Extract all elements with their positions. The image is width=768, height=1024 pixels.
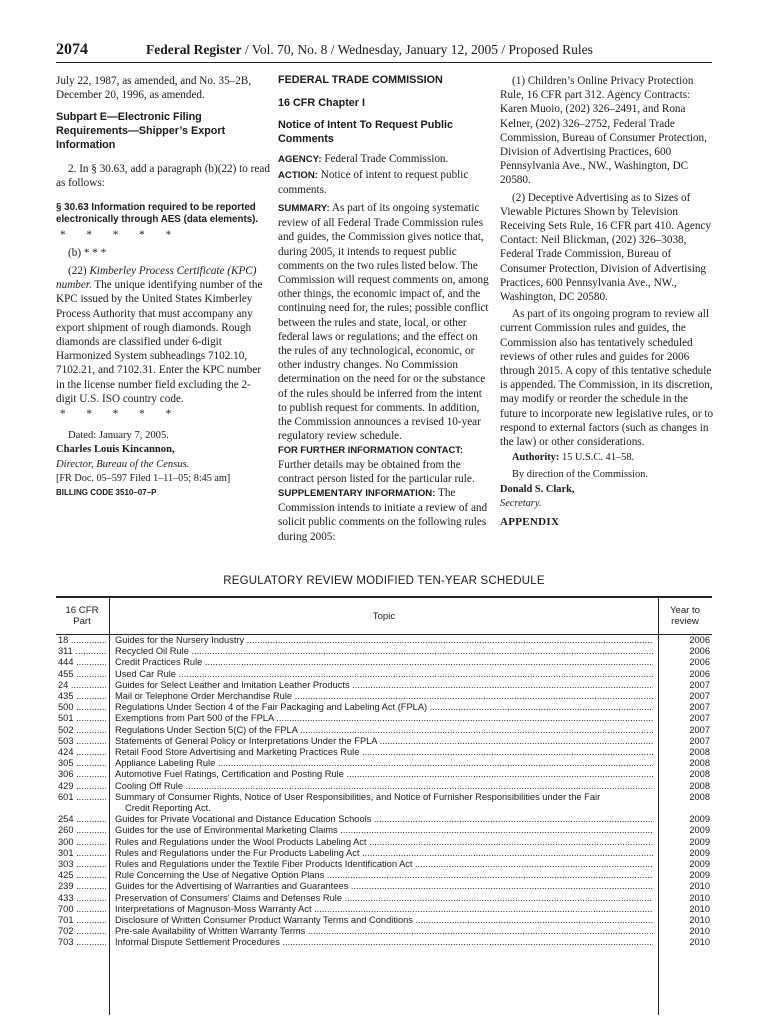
cell-year: 2009 [689,825,710,836]
cell-year: 2009 [689,836,710,847]
cell-part [58,848,106,859]
column-1 [56,74,270,500]
program-paragraph: As part of its ongoing program to review all current Commission rules and guides, the Commission also has tentatively scheduled reviews of other rules and guides for 2006 through 2015. A copy of this tentative schedule is appended. The Commission, in its discretion, may modify or reorder the schedule in the future to incorporate new legislative rules, or to respond to external factors (such as changes in the law) or other considerations. [500,308,714,449]
cell-topic [115,758,653,769]
cell-year: 2007 [689,679,710,690]
table-row [56,825,712,836]
paragraph-22-number: (22) [68,265,90,277]
cell-year: 2010 [689,926,710,937]
publication-line [146,42,593,58]
table-row [56,769,712,780]
cell-topic [115,680,653,691]
table-row [56,736,712,747]
paragraph-22 [56,264,270,406]
table-row [56,657,712,668]
table-row [56,758,712,769]
cell-year: 2007 [689,724,710,735]
table-row [56,702,712,713]
cell-topic [115,646,653,657]
direction-line: By direction of the Commission. [512,469,648,481]
cell-topic [115,691,653,702]
ellipsis-stars: * * * * * [60,228,172,241]
paragraph-b: (b) * * * [68,246,107,259]
cell-part [58,937,106,948]
table-row [56,781,712,792]
cell-part [58,669,106,680]
cell-topic-text: Summary of Consumer Rights, Notice of User Responsibilities, and Notice of Furnisher Responsibilities under the Fair [115,791,601,802]
cell-part-number: 311 ..... [58,646,106,656]
cell-year: 2008 [689,758,710,769]
supplementary-paragraph [278,486,492,544]
table-row [56,691,712,702]
paragraph-22-title: Kimberley Process Certificate (KPC) number. [56,265,257,292]
cell-year: 2007 [689,691,710,702]
cell-part-number: 24 ..... [58,680,106,690]
cell-part [58,781,106,792]
cell-year: 2010 [689,881,710,892]
paragraph-22-text: The unique identifying number of the KPC issued by the United States Kimberley Process Authority that must accompany any export shipment of rough diamonds. Rough diamonds are classified under 6-digit Harmonized System subheadings 7102.10, 7102.21, and 7102.31. Enter the KPC number in the license number field excluding the 2-digit U.S. ISO country code. [56,279,263,405]
cell-topic [115,937,653,948]
signer-name: Charles Louis Kincannon, [56,444,175,456]
cell-year: 2010 [689,892,710,903]
cell-topic [115,848,653,859]
table-row [56,669,712,680]
cell-topic-text: Informal Dispute Settlement Procedures ..... [115,937,653,947]
cell-part [58,713,106,724]
page-header [56,41,716,61]
cell-topic-text: Cooling Off Rule ..... [115,781,653,791]
cell-year: 2006 [689,668,710,679]
cell-topic-text: Recycled Oil Rule ..... [115,646,653,656]
cell-topic-text: Guides for the Advertising of Warranties and Guarantees ..... [115,881,653,891]
cell-topic-continued: Credit Reporting Act. [125,803,211,814]
cell-part [58,893,106,904]
cell-part-number: 503 ..... [58,736,106,746]
authority-line [500,451,714,465]
cell-part [58,736,106,747]
table-row [56,837,712,848]
cell-year: 2010 [689,937,710,948]
appendix-heading: APPENDIX [500,516,560,529]
cell-topic [115,769,653,780]
cell-topic-text: Guides for the use of Environmental Marketing Claims ..... [115,825,653,835]
cell-topic-text: Rules and Regulations under the Textile Fiber Products Identification Act ..... [115,859,653,869]
cell-part [58,758,106,769]
secretary-title: Secretary. [500,497,542,509]
cell-part [58,881,106,892]
cell-part [58,635,106,646]
cell-part-number: 300 ..... [58,837,106,847]
cell-year: 2008 [689,780,710,791]
cell-part-number: 254 ..... [58,814,106,824]
cell-topic-text: Automotive Fuel Ratings, Certification and Posting Rule ..... [115,769,653,779]
cfr-chapter: 16 CFR Chapter I [278,96,365,109]
cell-topic [115,926,653,937]
action-label: ACTION: [278,169,318,181]
dated-line: Dated: January 7, 2005. [68,430,169,442]
action-text: Notice of intent to request public comments. [278,168,469,196]
cell-year: 2010 [689,915,710,926]
cell-topic-text: Guides for Private Vocational and Distance Education Schools ..... [115,814,653,824]
authority-label: Authority: [512,452,560,464]
cell-topic-text: Disclosure of Written Consumer Product Warranty Terms and Conditions ..... [115,915,653,925]
table-row [56,725,712,736]
cell-year: 2009 [689,847,710,858]
cell-topic-text: Rules and Regulations under the Wool Products Labeling Act ..... [115,837,653,847]
cell-topic-text: Exemptions from Part 500 of the FPLA ..... [115,713,653,723]
header-topic: Topic [109,598,659,634]
table-row [56,848,712,859]
cell-topic [115,781,653,792]
cell-year: 2007 [689,735,710,746]
cell-part [58,680,106,691]
cell-part-number: 301 ..... [58,848,106,858]
cell-part [58,646,106,657]
table-row [56,635,712,646]
agency-label: AGENCY: [278,154,322,166]
publication-name: Federal Register [146,42,242,57]
cell-topic-text: Credit Practices Rule ..... [115,657,653,667]
cell-topic [115,825,653,836]
cell-topic [115,837,653,848]
cell-part-number: 702 ..... [58,926,106,936]
agency-text: Federal Trade Commission. [321,153,449,166]
table-row [56,881,712,892]
signer-title: Director, Bureau of the Census. [56,458,190,470]
table-row [56,926,712,937]
action-line [278,168,492,197]
table-title: REGULATORY REVIEW MODIFIED TEN-YEAR SCHEDULE [223,575,545,587]
schedule-table [56,596,712,1015]
cell-topic [115,669,653,680]
cell-part-number: 435 ..... [58,691,106,701]
cell-part-number: 425 ..... [58,870,106,880]
cell-part-number: 239 ..... [58,881,106,891]
rule-item-2: (2) Deceptive Advertising as to Sizes of Viewable Pictures Shown by Television Receiving Sets Rule, 16 CFR part 410. Agency Contact: Neil Blickman, (202) 326–3038, Federal Trade Commission, Bureau of Consumer Protection, Division of Advertising Practices, 600 Pennsylvania Ave., NW., Washington, DC 20580. [500,191,711,304]
table-header [56,598,712,635]
cell-topic [115,870,653,881]
table-row [56,747,712,758]
summary-text: As part of its ongoing systematic review of all Federal Trade Commission rules and guides, the Commission gives notice that, during 2005, it intends to request public comments on the two rules listed below. The Commission will request comments on, among other things, the economic impact of, and the continuing need for, the rules; possible conflict between the rules and state, local, or other federal laws or regulations; and the effect on the rules of any technological, economic, or other industry changes. No Commission determination on the need for or the substance of the rules should be inferred from the intent to publish request for comments. In addition, the Commission announces a revised 10-year regulatory review schedule. [278,201,489,443]
cell-topic-text: Statements of General Policy or Interpretations Under the FPLA ..... [115,736,653,746]
cell-part-number: 303 ..... [58,859,106,869]
cell-part-number: 500 ..... [58,702,106,712]
cell-part [58,769,106,780]
amendment-instruction: 2. In § 30.63, add a paragraph (b)(22) to read as follows: [56,163,270,190]
cell-topic-text: Guides for Select Leather and Imitation Leather Products ..... [115,680,653,690]
cell-part-number: 455 ..... [58,669,106,679]
cell-topic [115,893,653,904]
table-row [56,870,712,881]
cell-topic-text: Regulations Under Section 5(C) of the FPLA ..... [115,725,653,735]
cell-topic [115,881,653,892]
cell-year: 2006 [689,657,710,668]
cell-topic [115,859,653,870]
cell-topic [115,657,653,668]
cell-topic [115,915,653,926]
cell-part [58,870,106,881]
secretary-name: Donald S. Clark, [500,483,575,495]
notice-title: Notice of Intent To Request Public Comments [278,119,453,145]
cell-part [58,792,106,803]
cell-topic-text: Appliance Labeling Rule ..... [115,758,653,768]
cell-part [58,814,106,825]
cell-year: 2009 [689,870,710,881]
cell-part-number: 700 ..... [58,904,106,914]
cell-topic-text: Pre-sale Availability of Written Warranty Terms ..... [115,926,653,936]
column-3 [500,74,714,529]
section-heading: § 30.63 Information required to be reported electronically through AES (data elements). [56,201,259,225]
cell-topic-text: Retail Food Store Advertising and Marketing Practices Rule ..... [115,747,653,757]
header-part: 16 CFR Part [65,605,99,627]
cell-part-number: 18 ..... [58,635,106,645]
cell-topic [115,702,653,713]
cell-year: 2007 [689,713,710,724]
table-row [56,915,712,926]
summary-label: SUMMARY: [278,202,330,214]
table-row [56,859,712,870]
cell-topic-text: Regulations Under Section 4 of the Fair Packaging and Labeling Act (FPLA) ..... [115,702,653,712]
contact-text: Further details may be obtained from the contract person listed for the particular rule. [278,458,475,485]
cell-year: 2006 [689,635,710,645]
cell-year: 2008 [689,747,710,758]
cell-topic-text: Preservation of Consumers’ Claims and Defenses Rule ..... [115,893,653,903]
authority-text: 15 U.S.C. 41–58. [559,452,635,464]
cell-part [58,657,106,668]
fr-doc-line: [FR Doc. 05–597 Filed 1–11–05; 8:45 am] [56,472,231,484]
column-2 [278,74,492,544]
cell-part-number: 306 ..... [58,769,106,779]
header-rule [56,62,712,63]
cell-part [58,725,106,736]
cell-part [58,702,106,713]
supplementary-text: The Commission intends to initiate a review of and solicit public comments on the following rules during 2005: [278,487,488,543]
agency-heading: FEDERAL TRADE COMMISSION [278,74,443,86]
cell-part-number: 703 ..... [58,937,106,947]
cell-part-number: 433 ..... [58,893,106,903]
cell-topic-text: Rule Concerning the Use of Negative Option Plans ..... [115,870,653,880]
cell-year: 2010 [689,903,710,914]
supplementary-label: SUPPLEMENTARY INFORMATION: [278,488,436,500]
table-row [56,680,712,691]
cell-part-number: 701 ..... [58,915,106,925]
cell-year: 2008 [689,791,710,802]
agency-line [278,152,492,167]
cell-year: 2009 [689,814,710,825]
cell-part [58,825,106,836]
cell-topic [115,725,653,736]
cell-part [58,747,106,758]
billing-code: BILLING CODE 3510–07–P [56,488,157,498]
table-row [56,814,712,825]
cell-topic [115,747,653,758]
cell-part-number: 501 ..... [58,713,106,723]
cell-year: 2008 [689,769,710,780]
table-row [56,646,712,657]
table-row [56,713,712,724]
subpart-heading: Subpart E—Electronic Filing Requirements—Shipper’s Export Information [56,111,226,151]
table-row [56,904,712,915]
cell-topic [115,635,653,646]
intro-text: July 22, 1987, as amended, and No. 35–2B, December 20, 1996, as amended. [56,75,252,102]
table-row [56,792,712,814]
header-year: Year to review [669,605,701,627]
cell-year: 2006 [689,646,710,657]
contact-label: FOR FURTHER INFORMATION CONTACT: [278,444,464,456]
cell-part-number: 502 ..... [58,725,106,735]
cell-topic [115,736,653,747]
table-body [56,635,712,949]
cell-topic [115,904,653,915]
cell-part [58,859,106,870]
cell-part-number: 429 ..... [58,781,106,791]
cell-part-number: 424 ..... [58,747,106,757]
cell-topic-text: Rules and Regulations under the Fur Products Labeling Act ..... [115,848,653,858]
cell-part-number: 444 ..... [58,657,106,667]
summary-paragraph [278,201,492,443]
cell-part [58,915,106,926]
cell-year: 2009 [689,859,710,870]
cell-topic-text: Interpretations of Magnuson-Moss Warranty Act ..... [115,904,653,914]
cell-part [58,837,106,848]
cell-topic-text: Mail or Telephone Order Merchandise Rule ..... [115,691,653,701]
cell-topic-text: Used Car Rule ..... [115,669,653,679]
table-row [56,937,712,948]
cell-part [58,904,106,915]
ellipsis-stars-2: * * * * * [60,408,172,421]
table-row [56,893,712,904]
issue-details: / Vol. 70, No. 8 / Wednesday, January 12, 2005 / Proposed Rules [241,42,593,57]
cell-part [58,691,106,702]
cell-part-number: 305 ..... [58,758,106,768]
cell-topic [115,713,653,724]
cell-year: 2007 [689,702,710,713]
cell-part-number: 601 ..... [58,792,106,802]
cell-part [58,926,106,937]
cell-topic [115,814,653,825]
cell-topic-text: Guides for the Nursery Industry ..... [115,635,653,645]
rule-item-1: (1) Children’s Online Privacy Protection Rule, 16 CFR part 312. Agency Contracts: Karen Muoio, (202) 326–2491, and Rona Kelner, (202) 326–2752, Federal Trade Commission, Bureau of Consumer Protection, Division of Advertising Practices, 600 Pennsylvania Ave., NW., Washington, DC 20580. [500,75,707,187]
cell-topic [115,792,653,814]
cell-part-number: 260 ..... [58,825,106,835]
page-number: 2074 [56,41,88,58]
